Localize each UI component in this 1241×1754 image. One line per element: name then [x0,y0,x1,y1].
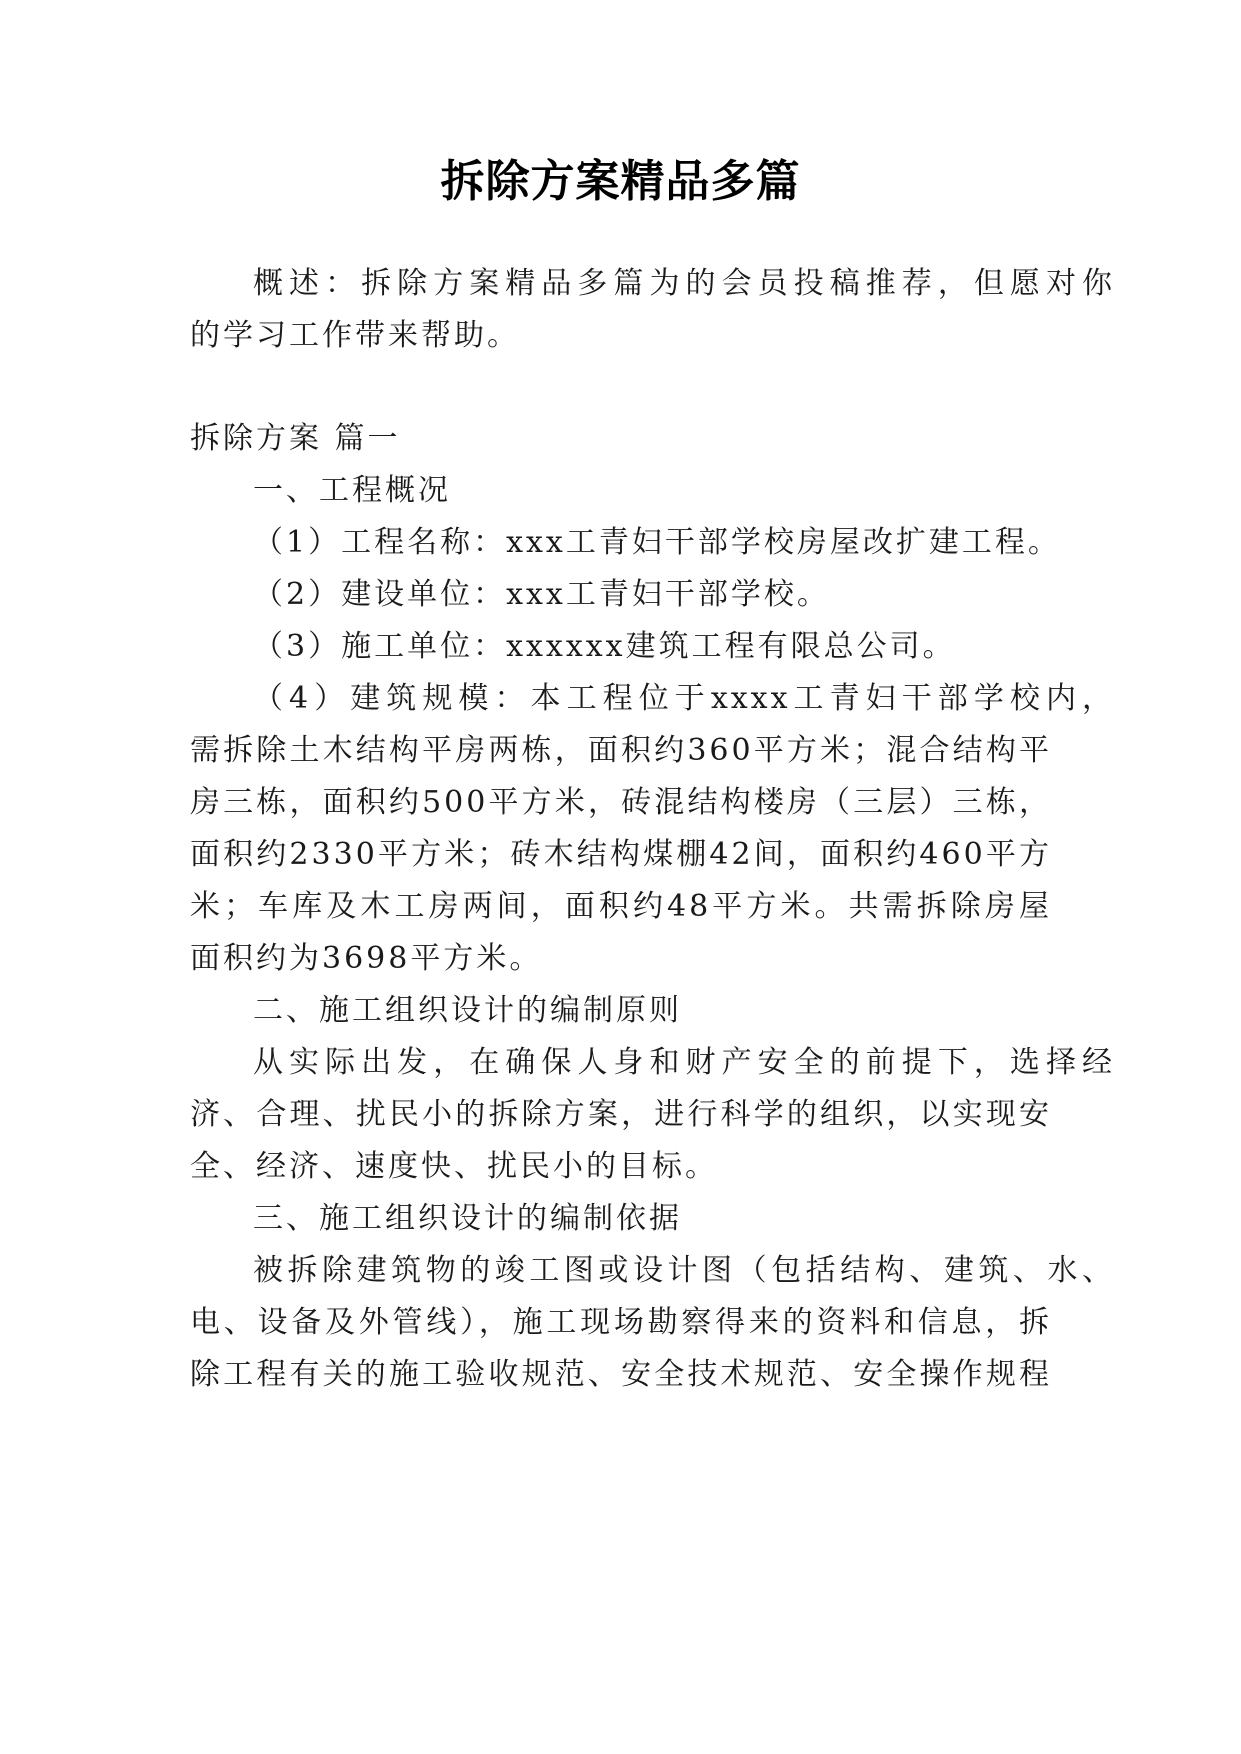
paragraph-line: 房三栋，面积约500平方米，砖混结构楼房（三层）三栋， [190,785,1052,820]
section-heading: 拆除方案 篇一 [190,421,401,456]
paragraph-line: 被拆除建筑物的竣工图或设计图（包括结构、建筑、水、 [253,1253,1115,1288]
paragraph-line: 电、设备及外管线），施工现场勘察得来的资料和信息，拆 [190,1305,1052,1340]
paragraph-line: （3）施工单位：xxxxxx建筑工程有限总公司。 [253,629,956,664]
paragraph-line: （4）建筑规模：本工程位于xxxx工青妇干部学校内， [253,681,1115,716]
summary-line-1: 概述：拆除方案精品多篇为的会员投稿推荐，但愿对你 [253,266,1115,301]
paragraph-line: 米；车库及木工房两间，面积约48平方米。共需拆除房屋 [190,889,1052,924]
subheading-3: 三、施工组织设计的编制依据 [253,1201,682,1236]
subheading-2: 二、施工组织设计的编制原则 [253,993,682,1028]
paragraph-line: 面积约为3698平方米。 [190,941,543,976]
document-title: 拆除方案精品多篇 [440,156,801,207]
summary-line-2: 的学习工作带来帮助。 [190,318,520,353]
paragraph-line: （2）建设单位：xxx工青妇干部学校。 [253,577,830,612]
paragraph-line: （1）工程名称：xxx工青妇干部学校房屋改扩建工程。 [253,525,1061,560]
paragraph-line: 济、合理、扰民小的拆除方案，进行科学的组织，以实现安 [190,1097,1052,1132]
paragraph-line: 除工程有关的施工验收规范、安全技术规范、安全操作规程 [190,1357,1052,1392]
paragraph-line: 面积约2330平方米；砖木结构煤棚42间，面积约460平方 [190,837,1052,872]
subheading-1: 一、工程概况 [253,473,451,508]
paragraph-line: 从实际出发，在确保人身和财产安全的前提下，选择经 [253,1045,1115,1080]
paragraph-line: 全、经济、速度快、扰民小的目标。 [190,1149,718,1184]
paragraph-line: 需拆除土木结构平房两栋，面积约360平方米；混合结构平 [190,733,1052,768]
